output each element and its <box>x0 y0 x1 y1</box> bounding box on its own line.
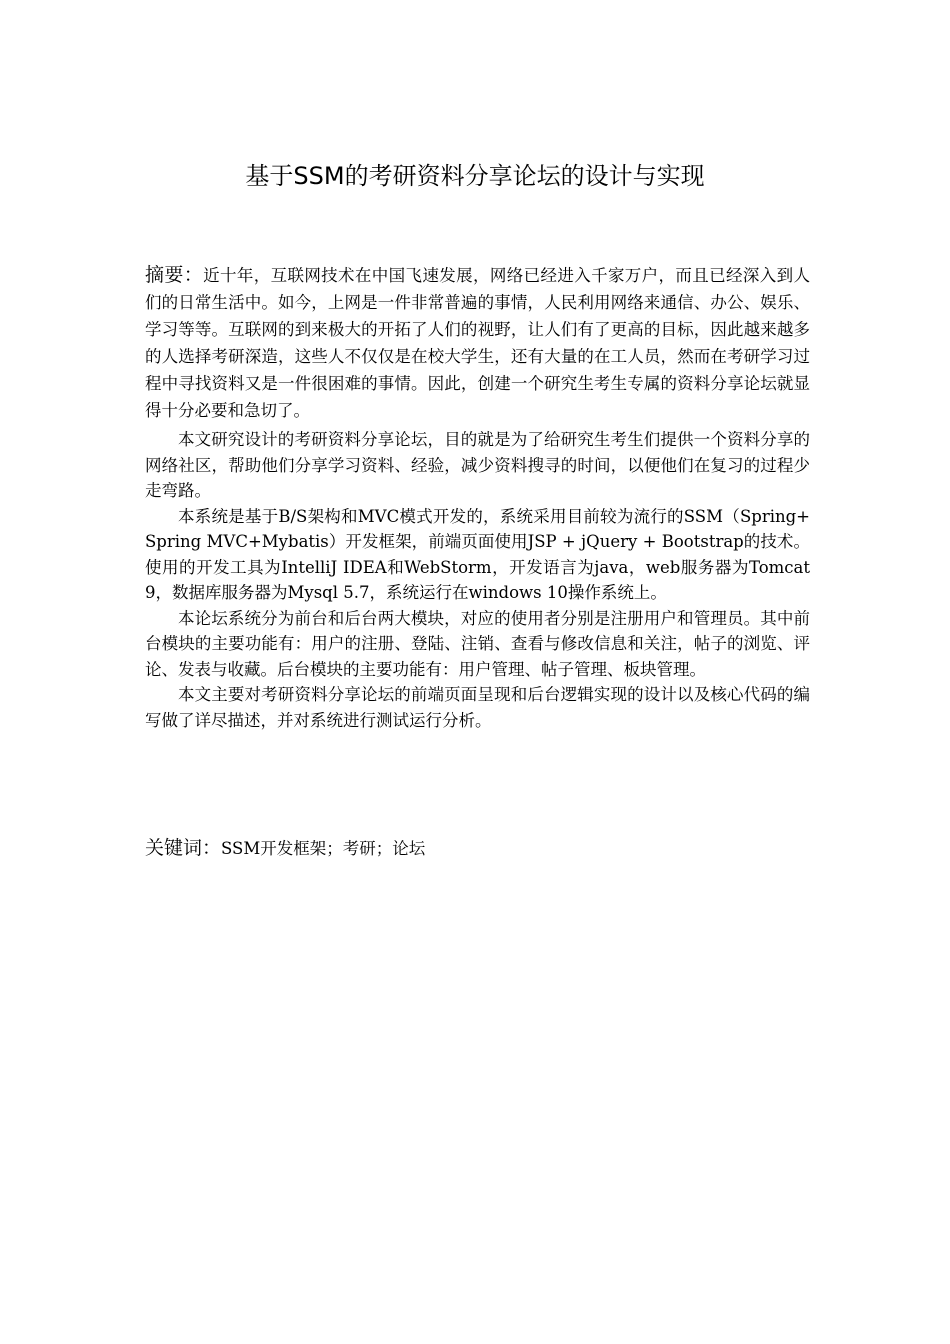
abstract-paragraph-4: 本论坛系统分为前台和后台两大模块，对应的使用者分别是注册用户和管理员。其中前台模块的主要功能有：用户的注册、登陆、注销、查看与修改信息和关注，帖子的浏览、评论、发表与收藏。后台模块的主要功能有：用户管理、帖子管理、板块管理。 <box>145 608 810 679</box>
abstract-paragraph-3: 本系统是基于B/S架构和MVC模式开发的，系统采用目前较为流行的SSM（Spring+Spring MVC+Mybatis）开发框架，前端页面使用JSP + jQuery + Bootstrap的技术。使用的开发工具为IntelliJ IDEA和WebStorm，开发语言为java，web服务器为Tomcat 9，数据库服务器为Mysql 5.7，系统运行在windows 10操作系统上。 <box>145 506 810 602</box>
abstract-paragraph-1 <box>145 262 810 424</box>
document-title: 基于SSM的考研资料分享论坛的设计与实现 <box>245 162 705 190</box>
keywords-label: 关键词： <box>145 837 222 859</box>
abstract-paragraph-2: 本文研究设计的考研资料分享论坛，目的就是为了给研究生考生们提供一个资料分享的网络社区，帮助他们分享学习资料、经验，减少资料搜寻的时间，以便他们在复习的过程少走弯路。 <box>145 430 810 500</box>
abstract-section <box>145 262 810 733</box>
keywords-text: SSM开发框架；考研；论坛 <box>221 839 426 858</box>
abstract-paragraph-5: 本文主要对考研资料分享论坛的前端页面呈现和后台逻辑实现的设计以及核心代码的编写做了详尽描述，并对系统进行测试运行分析。 <box>145 685 810 730</box>
keywords-section <box>145 834 810 863</box>
abstract-label: 摘要： <box>145 264 204 286</box>
abstract-paragraph-1-text: 近十年，互联网技术在中国飞速发展，网络已经进入千家万户，而且已经深入到人们的日常生活中。如今，上网是一件非常普遍的事情，人民利用网络来通信、办公、娱乐、学习等等。互联网的到来极大的开拓了人们的视野，让人们有了更高的目标，因此越来越多的人选择考研深造，这些人不仅仅是在校大学生，还有大量的在工人员，然而在考研学习过程中寻找资料又是一件很困难的事情。因此，创建一个研究生考生专属的资料分享论坛就显得十分必要和急切了。 <box>145 266 810 420</box>
